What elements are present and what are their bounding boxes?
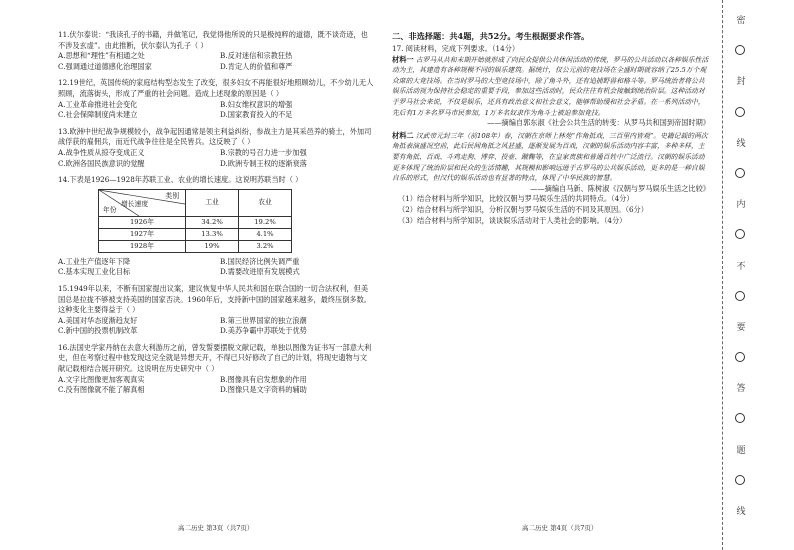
question-15 (58, 284, 374, 337)
question-stem: 15.1949年以来，不断有国家提出议案，建议恢复中华人民共和国在联合国的一切合法权利，但美国总是拉拢不够被支持美国的国家否决。1960年后，支持新中国的国家越来越多，最终压倒多数。这种变化主要得益于（ ） (58, 283, 371, 315)
binding-char: 答 (734, 383, 745, 393)
material-label: 材料一 (392, 54, 414, 64)
question-stem: 11.伏尔泰说：“我读孔子的书籍，并做笔记，我觉得他所说的只是极纯粹的道德，既不谈奇迹，也不涉及玄虚”。由此推断，伏尔泰认为孔子（ ） (58, 30, 368, 50)
option-c: C.基本实现工业化目标 (58, 267, 131, 277)
header-year: 年份 (103, 205, 117, 214)
binding-circle-icon (735, 229, 745, 239)
header-growth: 增长速度 (121, 199, 149, 208)
cell-industry: 34.2% (186, 216, 239, 228)
option-c: C.新中国的投票机制改革 (58, 326, 138, 336)
table-row (99, 240, 292, 252)
question-16 (58, 343, 374, 396)
option-d: D.图像只是文字资料的辅助 (220, 385, 307, 395)
page-footer-right: 高二历史 第4页（共7页） (522, 524, 598, 532)
binding-line (722, 0, 724, 550)
binding-char: 线 (734, 137, 745, 147)
sub-question-2: （2）结合材料与所学知识，分析汉朝与罗马娱乐生活的不同及其原因。（6分） (398, 204, 648, 214)
binding-char: 密 (734, 15, 745, 24)
cell-year: 1927年 (99, 228, 186, 240)
option-d: D.需要改进原有发展模式 (220, 267, 300, 277)
options (58, 375, 374, 396)
cell-year: 1928年 (99, 240, 186, 252)
col-header-agriculture: 农业 (239, 189, 292, 216)
options (58, 51, 374, 72)
material-body: 汉武帝元封三年（前108年）春，汉朝在京师上林苑“作角抵戏，三百里内皆观”。史籍记载的两次角抵表演盛况空前，此后民间角抵之风甚盛，逐渐发展为百戏，汉朝的娱乐活动内容丰富，多种多样，主要有角抵、百戏、斗鸡走狗、博弈、投壶、蹴鞠等，在皇家贵族和普通百姓中广泛流行。汉朝的娱乐活动更多体现了统治阶层和民众的生活情趣，其规模和影响远逊于古罗马的公共娱乐活动，更多的是一种自娱自乐的形式，但汉代的娱乐活动也有显著的特点，体现了中华民族的智慧。 (392, 131, 708, 183)
option-a: A.战争性质从掠夺变成正义 (58, 147, 145, 157)
option-c: C.没有图像就不能了解真相 (58, 385, 145, 395)
section-title: 二、非选择题：共4题，共52分。考生根据要求作答。 (392, 31, 590, 41)
left-column (58, 30, 374, 402)
material-label: 材料二 (392, 130, 414, 140)
sub-question-1: （1）结合材料与所学知识，比较汉朝与罗马娱乐生活的共同特点。（4分） (398, 194, 634, 204)
binding-char: 不 (734, 260, 745, 270)
option-c: C.欧洲各国民族意识的觉醒 (58, 158, 145, 168)
binding-char: 内 (734, 199, 745, 209)
material-2-source: ——摘编自马新、陈树淑《汉朝与罗马娱乐生活之比较》 (530, 183, 710, 193)
question-stem: 13.欧洲中世纪战争规模较小，战争起因通常是领主利益纠纷，参战主力是其采邑养的骑士，外加司战俘获的雇佣兵，而近代战争往往是全民皆兵。这反映了（ ） (58, 126, 372, 147)
option-d: D.欧洲专制王权的逐渐衰落 (220, 158, 307, 168)
option-b: B.图像具有启发想象的作用 (220, 374, 307, 384)
header-category: 类别 (165, 191, 179, 200)
table-row (99, 228, 292, 240)
table-row (99, 216, 292, 228)
option-b: B.反对迷信和宗教狂热 (220, 51, 293, 61)
material-1-source: ——摘编自郭东淑《社会公共生活的转变：从罗马共和国到帝国时期》 (487, 118, 710, 128)
binding-circle-icon (735, 168, 745, 178)
cell-year: 1926年 (99, 216, 186, 228)
option-d: D.国家教育投入的不足 (220, 110, 293, 120)
binding-char: 题 (734, 444, 745, 454)
question-14 (58, 175, 374, 278)
binding-circle-icon (735, 291, 745, 301)
options (58, 100, 374, 121)
option-a: A.美国对华态度渐趋友好 (58, 315, 138, 325)
page-footer-left: 高二历史 第3页（共7页） (178, 524, 254, 532)
material-1 (392, 55, 710, 119)
material-2 (392, 131, 710, 184)
option-b: B.宗教的号召力进一步加强 (220, 147, 307, 157)
diagonal-header-cell (99, 189, 186, 216)
binding-char: 要 (734, 321, 745, 331)
cell-industry: 13.3% (186, 228, 239, 240)
option-d: D.肯定人的价值和尊严 (220, 61, 293, 71)
option-a: A.思想和“理性”有相通之处 (58, 51, 145, 61)
sub-question-3: （3）结合材料与所学知识，谈谈娱乐活动对于人类社会的影响。（4分） (398, 215, 627, 225)
growth-table (98, 189, 292, 253)
question-stem: 12.19世纪，英国传统的家庭结构型态发生了改变，很多妇女不再能很好地照顾幼儿，不少幼儿无人照顾，流落街头，形成了严重的社会问题。造成上述现象的原因是（ ） (58, 78, 374, 98)
binding-circle-icon (735, 475, 745, 485)
question-11 (58, 30, 374, 72)
question-13 (58, 127, 374, 169)
option-a: A.工业生产值逐年下降 (58, 256, 131, 266)
cell-industry: 19% (186, 240, 239, 252)
question-stem: 14.下表是1926—1928年苏联工业、农业的增长速度。这说明苏联当时（ ） (58, 175, 303, 185)
option-a: A.工业革命推进社会变化 (58, 99, 138, 109)
cell-agriculture: 19.2% (239, 216, 292, 228)
option-a: A.文字比图像更加客观真实 (58, 374, 145, 384)
option-b: B.国民经济比例失调严重 (220, 256, 300, 266)
option-c: C.强调通过道德感化治理国家 (58, 61, 152, 71)
question-17-stem: 17. 阅读材料，完成下列要求。（14分） (392, 44, 520, 53)
binding-char: 封 (734, 76, 745, 86)
cell-agriculture: 4.1% (239, 228, 292, 240)
binding-circle-icon (735, 413, 745, 423)
options (58, 148, 374, 169)
options (58, 257, 374, 278)
cell-agriculture: 3.2% (239, 240, 292, 252)
binding-char: 线 (734, 506, 745, 515)
option-d: D.美苏争霸中苏联处于优势 (220, 326, 307, 336)
right-column (392, 30, 710, 226)
options (58, 316, 374, 337)
question-12 (58, 78, 374, 120)
material-body: 古罗马从共和末期开始就形成了向民众提供公共休闲活动的传统，罗马的公共活动以各种娱乐性活动为主，其建造有各种规模不同的娱乐建筑。据统计，仅公元前的竞技场在全盛时期就容纳了25.5万个观众席的大竞技场。在当时罗马的大型竞技场中，除了角斗外，还有追捕野兽和格斗等。罗马统治者将公共娱乐活动视为保持社会稳定的重要手段，参加这些活动时，民众往往有机会接触到统治阶层。这种活动对于罗马社会来说，不仅是娱乐，还具有政治意义和社会意义，能够帮助缓和社会矛盾。在一系列活动中，先后有1万多名罗马市民参加，1万多名奴隶作为角斗士被迫参加竞技。 (392, 55, 709, 117)
binding-circle-icon (735, 107, 745, 117)
option-c: C.社会保障制度尚未建立 (58, 110, 138, 120)
binding-margin (731, 15, 749, 515)
option-b: B.第三世界国家的独立浪潮 (220, 315, 307, 325)
binding-circle-icon (735, 352, 745, 362)
option-b: B.妇女维权意识的增强 (220, 99, 293, 109)
question-stem: 16.法国史学家丹纳在去意大利游历之前，曾发誓要摆脱文献记载，单独以图像为证书写一部意大利史，但在考察过程中他发现这完全就是异想天开，不得已只好修改了自己的计划，将现史遗物与文献记载相结合展开研究。这说明在历史研究中（ ） (58, 342, 372, 374)
col-header-industry: 工业 (186, 189, 239, 216)
binding-circle-icon (735, 45, 745, 55)
